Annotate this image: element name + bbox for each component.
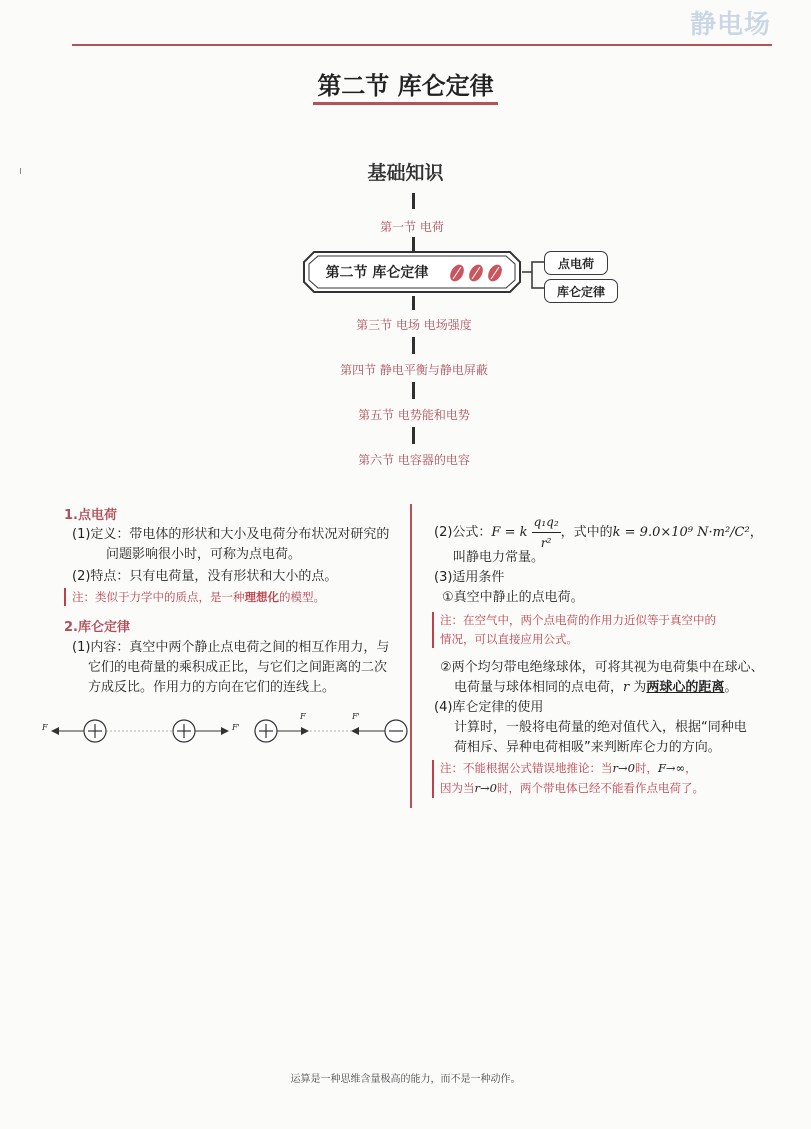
force-label-f1: F — [42, 723, 48, 732]
leaf-coulomb-law: 库仑定律 — [544, 279, 618, 303]
column-divider — [410, 504, 412, 808]
content-line-2: 它们的电荷量的乘积成正比，与它们之间距离的二次 — [88, 660, 388, 675]
page-title: 第二节 库仑定律 — [0, 66, 811, 101]
current-node-label: 第二节 库仑定律 — [325, 265, 429, 281]
condition-2-line-1: ②两个均匀带电绝缘球体，可将其视为电荷集中在球心、 — [440, 660, 764, 675]
section-coulomb-title: 2.库仑定律 — [64, 620, 130, 635]
formula-line: (2)公式：F = k $\frac{\text{q₁q₂}}{\text{r²}}$ ，式中的k = 9.0×10⁹ N·m²/C²， — [434, 512, 763, 553]
connector — [412, 427, 415, 444]
connector — [412, 296, 415, 310]
note-air-line-1: 注：在空气中，两个点电荷的作用力近似等于真空中的 — [440, 613, 716, 627]
knowledge-heading: 基础知识 — [367, 162, 444, 184]
note-limit-line-2: 因为当r→0时，两个带电体已经不能看作点电荷了。 — [440, 781, 704, 795]
header-rule — [72, 44, 772, 46]
note-bar — [64, 588, 66, 606]
connector — [412, 382, 415, 399]
feature-line: (2)特点：只有电荷量，没有形状和大小的点。 — [72, 569, 338, 584]
force-label-f3: F — [300, 712, 306, 721]
chapter-label: 静电场 — [689, 10, 771, 40]
note-bar — [432, 760, 434, 798]
condition-2-line-2: 电荷量与球体相同的点电荷，r 为两球心的距离。 — [454, 680, 738, 695]
content-line-1: (1)内容：真空中两个静止点电荷之间的相互作用力，与 — [72, 640, 390, 655]
connector — [412, 337, 415, 354]
note-air-line-2: 情况，可以直接应用公式。 — [440, 632, 578, 646]
note-bar — [432, 612, 434, 648]
footer-quote: 运算是一种思维含量极高的能力，而不是一种动作。 — [290, 1074, 521, 1085]
connector — [412, 193, 415, 209]
formula-fraction: $\frac{\text{q₁q₂}}{\text{r²}}$ — [532, 512, 561, 553]
usage-line-2: 荷相斥、异种电荷相吸”来判断库仑力的方向。 — [454, 740, 721, 755]
usage-title: (4)库仑定律的使用 — [434, 700, 544, 715]
force-label-f4: F' — [352, 712, 360, 721]
usage-line-1: 计算时，一般将电荷量的绝对值代入，根据“同种电 — [454, 720, 747, 735]
force-label-f2: F' — [232, 723, 240, 732]
definition-line-2: 问题影响很小时，可称为点电荷。 — [106, 547, 302, 562]
map-node-1: 第一节 电荷 — [380, 220, 444, 234]
section-point-charge-title: 1.点电荷 — [64, 508, 117, 523]
leaf-point-charge: 点电荷 — [544, 251, 608, 275]
map-node-6: 第六节 电容器的电容 — [358, 453, 470, 467]
content-line-3: 方成反比。作用力的方向在它们的连线上。 — [88, 680, 336, 695]
map-node-4: 第四节 静电平衡与静电屏蔽 — [340, 363, 488, 377]
map-node-3: 第三节 电场 电场强度 — [356, 318, 472, 332]
note-ideal-model: 注：类似于力学中的质点，是一种理想化的模型。 — [72, 590, 325, 604]
note-limit-line-1: 注：不能根据公式错误地推论：当r→0时，F→∞， — [440, 761, 697, 775]
connector — [412, 237, 415, 251]
definition-line-1: (1)定义：带电体的形状和大小及电荷分布状况对研究的 — [72, 527, 390, 542]
importance-leaves-icon — [448, 263, 504, 283]
conditions-title: (3)适用条件 — [434, 570, 505, 585]
formula-constant-line: 叫静电力常量。 — [453, 550, 545, 565]
map-node-5: 第五节 电势能和电势 — [358, 408, 470, 422]
condition-1: ①真空中静止的点电荷。 — [442, 590, 584, 605]
